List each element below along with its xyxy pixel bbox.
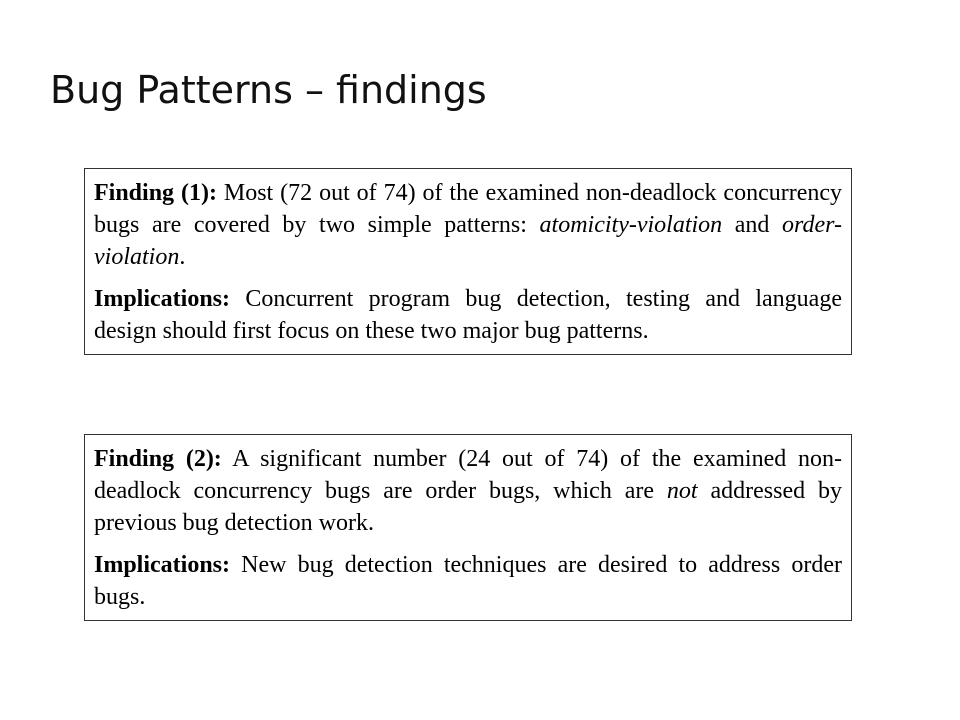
slide-title: Bug Patterns – findings (50, 68, 487, 112)
finding-1-label: Finding (1): (94, 180, 217, 206)
finding-1-emphasis-atomicity: atomicity-violation (539, 212, 723, 238)
finding-1-implications (94, 283, 842, 347)
finding-2-statement (94, 443, 842, 539)
finding-box-2 (84, 434, 852, 621)
finding-1-emphasis-order: order-violation (94, 212, 842, 270)
finding-2-implications (94, 549, 842, 613)
finding-2-emphasis-not: not (666, 478, 698, 504)
finding-1-text-before: Most (72 out of 74) of the examined non-deadlock concurrency bugs are covered by two simple patterns: (94, 180, 843, 238)
finding-1-text-between: and (722, 212, 783, 238)
finding-1-statement (94, 177, 842, 273)
finding-2-implications-text: New bug detection techniques are desired to address order bugs. (94, 552, 842, 610)
finding-2-text-before: A significant number (24 out of 74) of the examined non-deadlock concurrency bugs are order bugs, which are (94, 446, 843, 504)
finding-2-label: Finding (2): (94, 446, 222, 472)
finding-box-1 (84, 168, 852, 355)
finding-1-implications-label: Implications: (94, 286, 231, 312)
finding-2-implications-label: Implications: (94, 552, 231, 578)
finding-1-implications-text: Concurrent program bug detection, testing and language design should first focus on these two major bug patterns. (94, 286, 842, 344)
finding-1-text-after: . (179, 244, 186, 270)
finding-2-text-after: addressed by previous bug detection work. (94, 478, 842, 536)
